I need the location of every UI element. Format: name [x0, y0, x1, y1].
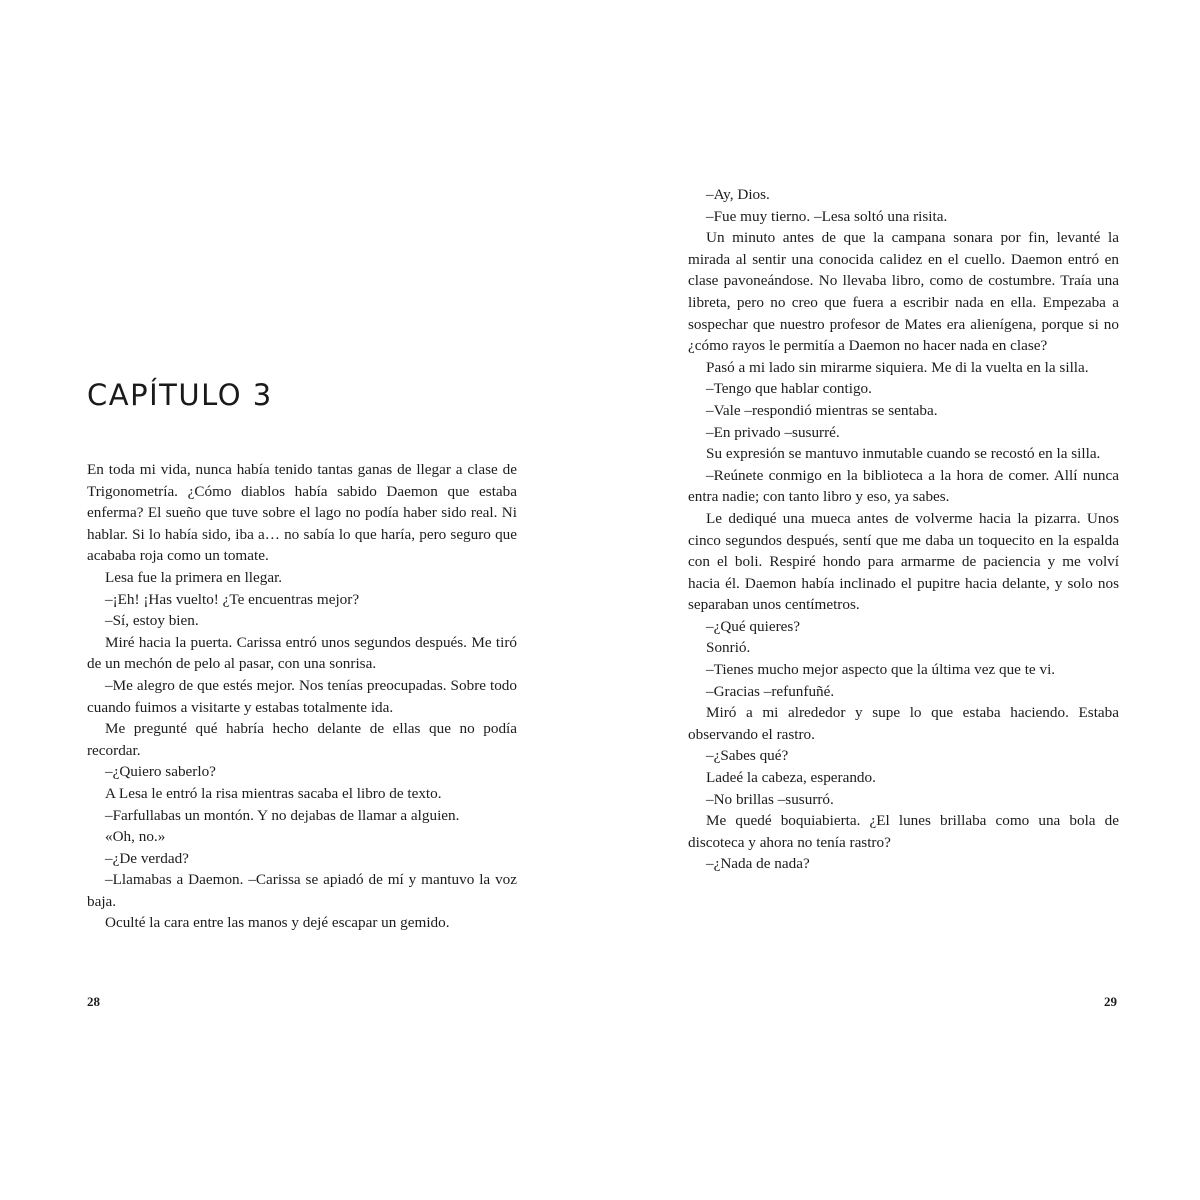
paragraph: A Lesa le entró la risa mientras sacaba el libro de texto. — [105, 784, 442, 802]
paragraph: Miré hacia la puerta. Carissa entró unos segundos después. Me tiró de un mechón de pelo al pasar, con una sonrisa. — [87, 633, 517, 673]
paragraph: «Oh, no.» — [105, 828, 166, 846]
paragraph: –Ay, Dios. — [706, 186, 770, 203]
paragraph: Pasó a mi lado sin mirarme siquiera. Me di la vuelta en la silla. — [706, 358, 1089, 376]
left-page — [87, 0, 517, 1200]
paragraph: –Fue muy tierno. –Lesa soltó una risita. — [706, 207, 948, 225]
paragraph: Ladeé la cabeza, esperando. — [706, 769, 876, 787]
paragraph: Miró a mi alrededor y supe lo que estaba haciendo. Estaba observando el rastro. — [688, 704, 1119, 743]
page-number: 29 — [1104, 994, 1117, 1009]
paragraph: –Gracias –refunfuñé. — [706, 682, 835, 700]
paragraph: Oculté la cara entre las manos y dejé escapar un gemido. — [105, 914, 450, 932]
paragraph: Le dediqué una mueca antes de volverme hacia la pizarra. Unos cinco segundos después, sentí que me daba un toquecito en la espalda con el boli. Respiré hondo para armarme de paciencia y me volví hacia él. Daemon había inclinado el pupitre hacia delante, y solo nos separaban unos centímetros. — [688, 509, 1119, 614]
paragraph: En toda mi vida, nunca había tenido tantas ganas de llegar a clase de Trigonometría. ¿Cómo diablos había sabido Daemon que estaba enferma? El sueño que tuve sobre el lago no podía haber sido real. Ni hablar. Si lo había sido, iba a… no sabía lo que haría, pero seguro que acababa roja como un tomate. — [87, 461, 517, 565]
paragraph: Me quedé boquiabierta. ¿El lunes brillaba como una bola de discoteca y ahora no tenía rastro? — [688, 812, 1119, 851]
paragraph: Sonrió. — [706, 639, 751, 657]
right-page-body — [688, 184, 1119, 875]
paragraph: –Farfullabas un montón. Y no dejabas de llamar a alguien. — [105, 806, 460, 824]
paragraph: Un minuto antes de que la campana sonara por fin, levanté la mirada al sentir una conocida calidez en el cuello. Daemon entró en clase pavoneándose. No llevaba libro, como de costumbre. Traía una libreta, pero no creo que fuera a escribir nada en ella. Empezaba a sospechar que nuestro profesor de Mates era alienígena, porque si no ¿cómo rayos le permitía a Daemon no hacer nada en clase? — [688, 229, 1119, 355]
left-page-body — [87, 459, 517, 934]
paragraph: –¿Nada de nada? — [706, 855, 810, 873]
page-number: 28 — [87, 994, 100, 1009]
paragraph: –Sí, estoy bien. — [105, 612, 199, 630]
paragraph: –Me alegro de que estés mejor. Nos tenías preocupadas. Sobre todo cuando fuimos a visitarte y estabas totalmente ida. — [87, 676, 517, 716]
paragraph: –¿De verdad? — [105, 849, 189, 867]
paragraph: –¿Sabes qué? — [706, 747, 789, 765]
paragraph: Me pregunté qué habría hecho delante de ellas que no podía recordar. — [87, 720, 517, 759]
paragraph: –¿Quiero saberlo? — [105, 763, 216, 781]
paragraph: –No brillas –susurró. — [706, 790, 834, 808]
paragraph: –Vale –respondió mientras se sentaba. — [706, 401, 938, 419]
paragraph: –¿Qué quieres? — [706, 617, 801, 635]
paragraph: –Reúnete conmigo en la biblioteca a la hora de comer. Allí nunca entra nadie; con tanto libro y eso, ya sabes. — [688, 466, 1119, 506]
paragraph: –En privado –susurré. — [706, 423, 840, 441]
paragraph: Su expresión se mantuvo inmutable cuando se recostó en la silla. — [706, 445, 1101, 463]
paragraph: –Llamabas a Daemon. –Carissa se apiadó de mí y mantuvo la voz baja. — [87, 871, 517, 910]
paragraph: –Tienes mucho mejor aspecto que la última vez que te vi. — [706, 661, 1056, 679]
paragraph: –Tengo que hablar contigo. — [706, 380, 872, 398]
paragraph: Lesa fue la primera en llegar. — [105, 568, 283, 586]
chapter-title: CAPÍTULO 3 — [87, 378, 273, 412]
right-page — [688, 0, 1119, 1200]
paragraph: –¡Eh! ¡Has vuelto! ¿Te encuentras mejor? — [105, 590, 360, 608]
